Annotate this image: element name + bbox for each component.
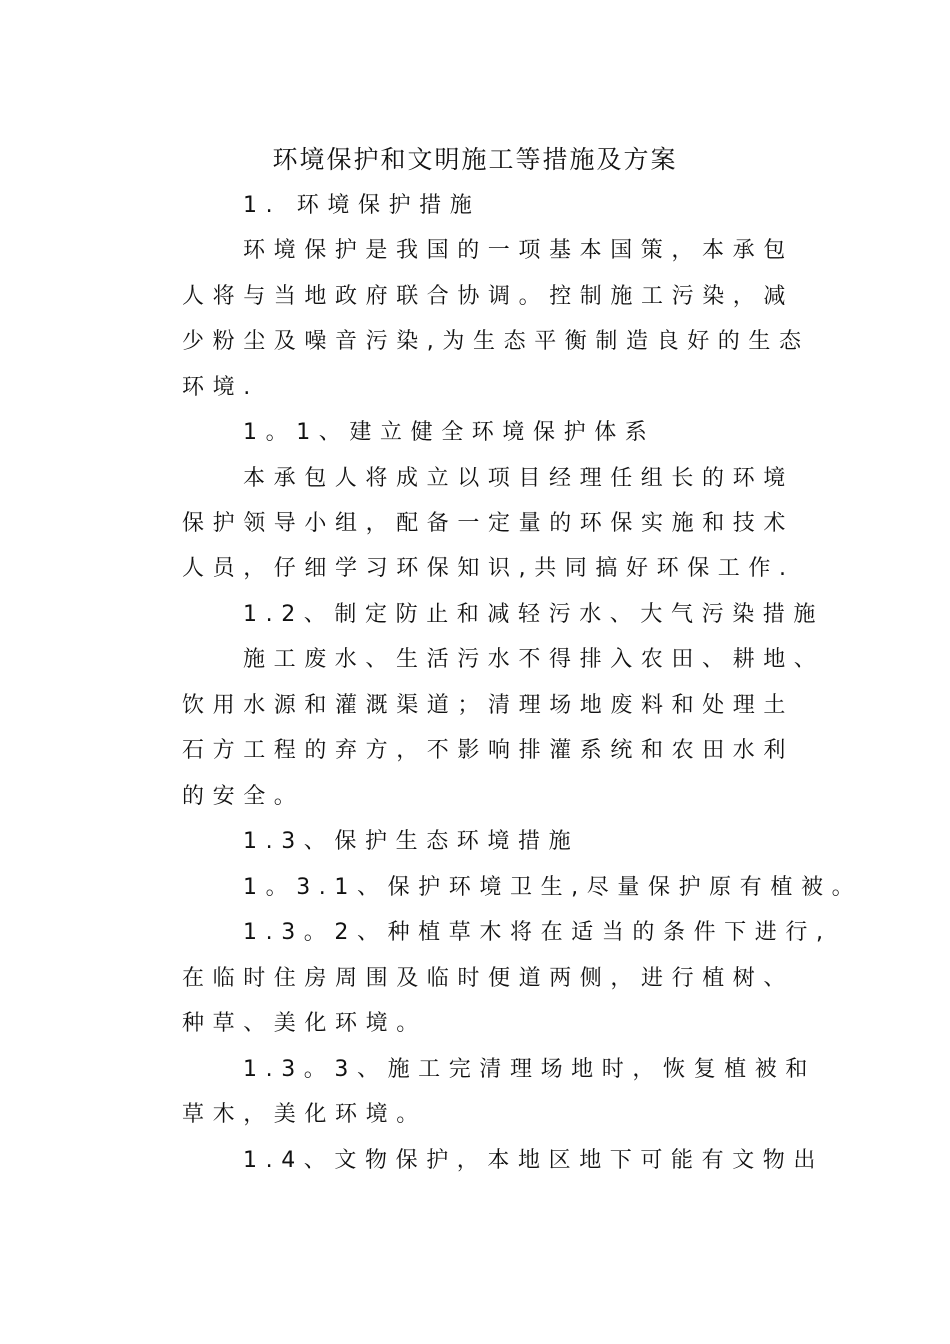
paragraph-line: 种草、美化环境。	[182, 1011, 427, 1036]
section-heading-1-4: 1.4、文物保护，本地区地下可能有文物出	[243, 1148, 824, 1173]
paragraph-line: 少粉尘及噪音污染,为生态平衡制造良好的生态	[182, 329, 810, 354]
section-heading-1-3: 1.3、保护生态环境措施	[243, 829, 580, 854]
section-heading-1-2: 1.2、制定防止和减轻污水、大气污染措施	[243, 602, 824, 627]
paragraph-line: 石方工程的弃方，不影响排灌系统和农田水利	[182, 738, 795, 763]
paragraph-line: 本承包人将成立以项目经理任组长的环境	[243, 466, 794, 491]
paragraph-line: 环境.	[182, 375, 259, 400]
paragraph-line: 人员，仔细学习环保知识,共同搞好环保工作.	[182, 556, 795, 581]
document-title: 环境保护和文明施工等措施及方案	[272, 145, 678, 174]
section-heading-1: 1. 环境保护措施	[243, 193, 481, 218]
paragraph-line: 草木，美化环境。	[182, 1102, 427, 1127]
paragraph-line: 1.3。3、施工完清理场地时，恢复植被和	[243, 1057, 816, 1082]
paragraph-line: 环境保护是我国的一项基本国策，本承包	[243, 238, 794, 263]
paragraph-line: 保护领导小组，配备一定量的环保实施和技术	[182, 511, 795, 536]
paragraph-line: 饮用水源和灌溉渠道；清理场地废料和处理土	[182, 693, 795, 718]
paragraph-line: 施工废水、生活污水不得排入农田、耕地、	[243, 647, 825, 672]
paragraph-line: 人将与当地政府联合协调。控制施工污染，减	[182, 284, 795, 309]
paragraph-line: 在临时住房周围及临时便道两侧，进行植树、	[182, 966, 795, 991]
paragraph-line: 1.3。2、种植草木将在适当的条件下进行,	[243, 920, 832, 945]
paragraph-line: 的安全。	[182, 784, 305, 809]
paragraph-line: 1。3.1、保护环境卫生,尽量保护原有植被。	[243, 875, 863, 900]
section-heading-1-1: 1。1、建立健全环境保护体系	[243, 420, 656, 445]
